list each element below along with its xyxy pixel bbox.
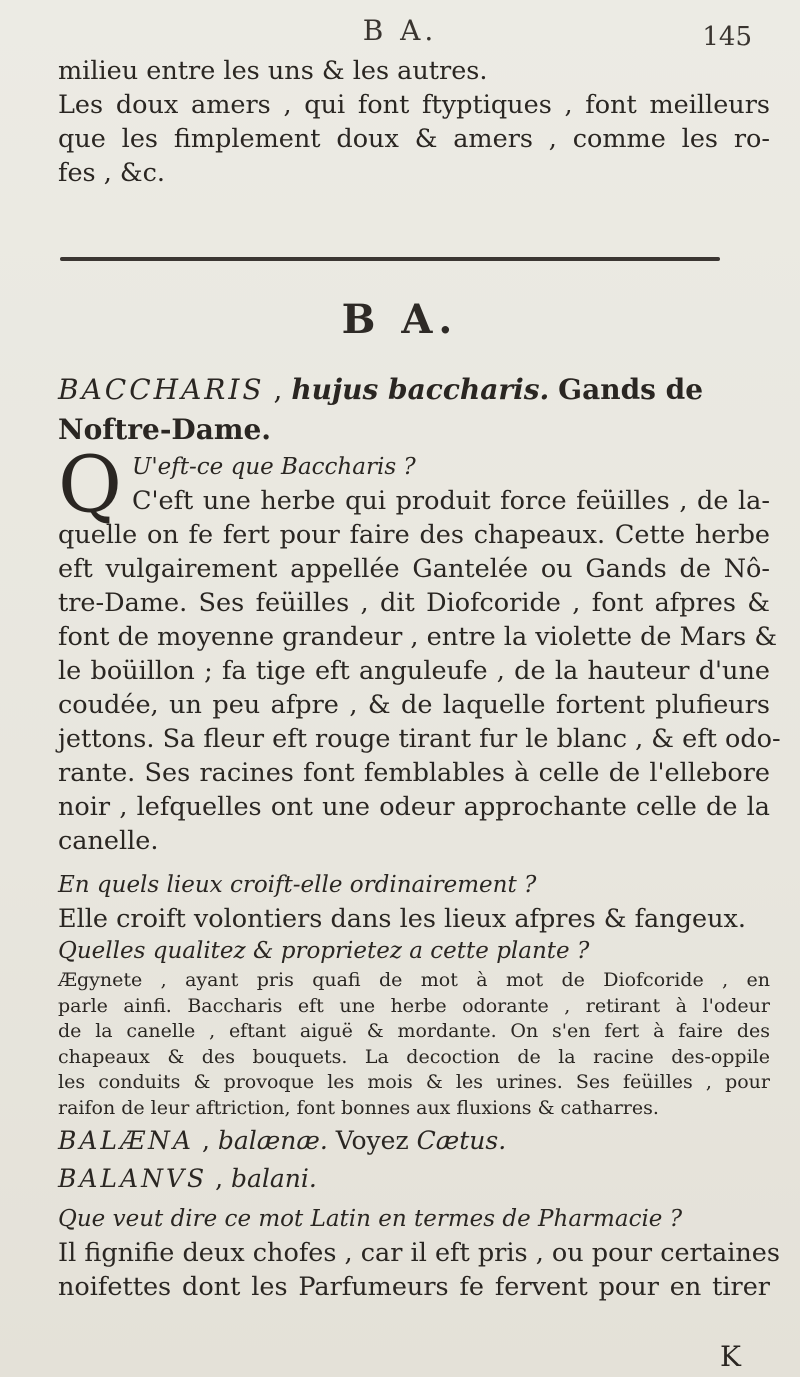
entry-heading: BACCHARIS , hujus baccharis. Gands de Noftre-Dame.	[58, 373, 704, 446]
entry-balaena: BALÆNA , balænæ. Voyez Cætus.	[58, 1126, 507, 1155]
section-title: B A.	[341, 296, 459, 343]
entry-headword: BALANVS	[58, 1164, 208, 1193]
text-line: coudée, un peu afpre , & de laquelle fortent plufieurs	[58, 690, 770, 720]
cross-reference-label: Voyez	[335, 1126, 409, 1155]
entry-balanus: BALANVS , balani.	[58, 1164, 317, 1193]
text-line: de la canelle , eftant aiguë & mordante. On s'en fert à faire des	[58, 1020, 770, 1042]
qa-habitat	[58, 868, 770, 936]
text-line: font de moyenne grandeur , entre la violette de Mars &	[58, 622, 778, 652]
catchword: K	[720, 1340, 741, 1373]
text-line: canelle.	[58, 826, 159, 856]
qa-properties-answer	[58, 968, 770, 1121]
qa-properties-question	[58, 934, 770, 968]
answer-line: Elle croift volontiers dans les lieux afpres & fangeux.	[58, 904, 746, 934]
text-line: noifettes dont les Parfumeurs fe fervent pour en tirer	[58, 1272, 770, 1302]
entry-latin: balani.	[231, 1164, 317, 1193]
entry-latin: hujus baccharis.	[291, 373, 550, 406]
text-line: que les fimplement doux & amers , comme les ro-	[58, 124, 770, 154]
drop-capital: Q	[58, 440, 122, 530]
qa-baccharis	[58, 440, 781, 858]
text-line: Ægynete , ayant pris quafi de mot à mot de Diofcoride , en	[58, 969, 770, 991]
entry-french-name: Gands de Noftre-Dame.	[58, 373, 704, 446]
text-line: milieu entre les uns & les autres.	[58, 56, 488, 86]
text-line: eft vulgairement appellée Gantelée ou Gands de Nô-	[58, 554, 770, 584]
question-line: Que veut dire ce mot Latin en termes de Pharmacie ?	[58, 1206, 683, 1232]
text-line: quelle on fe fert pour faire des chapeaux. Cette herbe	[58, 520, 770, 550]
entry-latin: balænæ.	[217, 1126, 328, 1155]
running-head	[0, 14, 800, 54]
cross-reference-target: Cætus.	[416, 1126, 507, 1155]
section-divider	[60, 257, 720, 261]
question-line: Quelles qualitez & proprietez a cette plante ?	[58, 938, 590, 964]
text-line: le boüillon ; fa tige eft anguleufe , de la hauteur d'une	[58, 656, 770, 686]
qa-pharmacie	[58, 1202, 780, 1304]
question-line: En quels lieux croift-elle ordinairement ?	[58, 872, 537, 898]
text-line: chapeaux & des bouquets. La decoction de la racine des-oppile	[58, 1045, 770, 1068]
text-line: Les doux amers , qui font ftyptiques , font meilleurs	[58, 90, 770, 120]
entry-headword: BACCHARIS	[58, 373, 265, 406]
text-line: rante. Ses racines font femblables à celle de l'ellebore	[58, 758, 770, 788]
text-line: tre-Dame. Ses feüilles , dit Diofcoride , font afpres &	[58, 588, 770, 618]
text-line: jettons. Sa fleur eft rouge tirant fur le blanc , & eft odo-	[58, 724, 781, 754]
text-line: fes , &c.	[58, 158, 166, 188]
question-line: U'eft-ce que Baccharis ?	[131, 454, 416, 480]
running-head-title: B A.	[362, 14, 438, 47]
page-number: 145	[702, 22, 752, 52]
continued-paragraph	[58, 54, 770, 190]
entry-headword: BALÆNA	[58, 1126, 194, 1155]
text-line: parle ainfi. Baccharis eft une herbe odorante , retirant à l'odeur	[58, 994, 770, 1017]
text-line: C'eft une herbe qui produit force feüilles , de la-	[131, 486, 770, 516]
text-line: raifon de leur aftriction, font bonnes aux fluxions & catharres.	[58, 1096, 659, 1119]
text-line: Il fignifie deux chofes , car il eft pris , ou pour certaines	[58, 1238, 780, 1268]
text-line: noir , lefquelles ont une odeur approchante celle de la	[58, 792, 770, 822]
text-line: les conduits & provoque les mois & les urines. Ses feüilles , pour	[58, 1071, 770, 1093]
